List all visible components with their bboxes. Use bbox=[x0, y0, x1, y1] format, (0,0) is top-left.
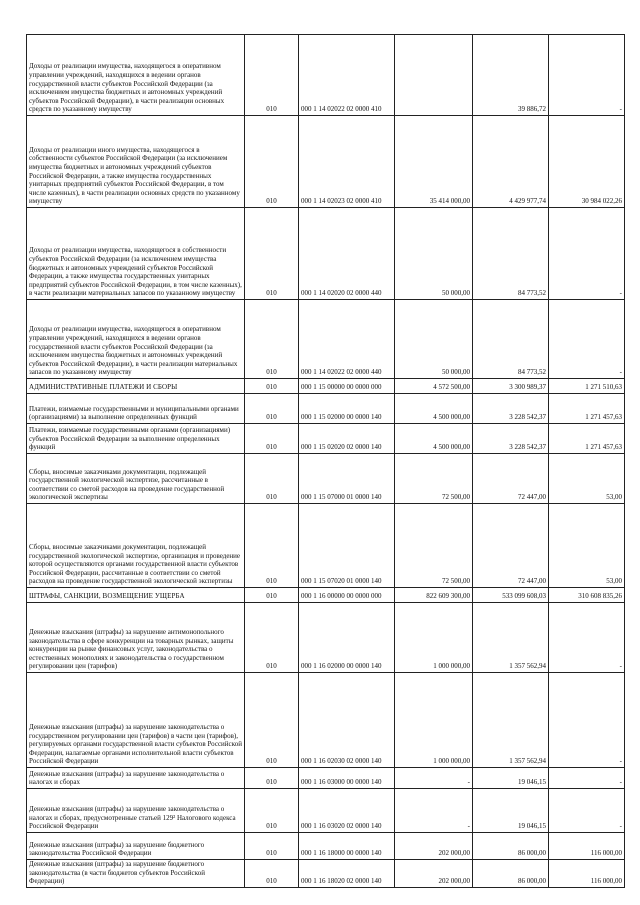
row-kbk: 000 1 14 02022 02 0000 410 bbox=[299, 35, 395, 116]
row-name: Денежные взыскания (штрафы) за нарушение бюджетного законодательства (в части бюджетов субъектов Российской Федерации) bbox=[27, 860, 245, 888]
row-name: Денежные взыскания (штрафы) за нарушение законодательства о налогах и сборах bbox=[27, 768, 245, 789]
row-approved: 72 500,00 bbox=[395, 504, 473, 588]
row-kbk: 000 1 14 02022 02 0000 440 bbox=[299, 300, 395, 379]
income-table bbox=[26, 34, 625, 888]
row-executed: 4 429 977,74 bbox=[473, 116, 549, 208]
row-unexecuted: - bbox=[549, 768, 625, 789]
row-code: 010 bbox=[245, 35, 299, 116]
row-unexecuted: - bbox=[549, 35, 625, 116]
row-name: Денежные взыскания (штрафы) за нарушение бюджетного законодательства Российской Федерации bbox=[27, 833, 245, 860]
row-kbk: 000 1 16 18020 02 0000 140 bbox=[299, 860, 395, 888]
row-kbk: 000 1 14 02023 02 0000 410 bbox=[299, 116, 395, 208]
table-row bbox=[27, 588, 625, 603]
row-code: 010 bbox=[245, 379, 299, 394]
row-name: Платежи, взимаемые государственными и муниципальными органами (организациями) за выполнение определенных функций bbox=[27, 394, 245, 424]
row-executed: 86 000,00 bbox=[473, 860, 549, 888]
row-unexecuted: 53,00 bbox=[549, 504, 625, 588]
row-code: 010 bbox=[245, 588, 299, 603]
row-unexecuted: 53,00 bbox=[549, 454, 625, 504]
row-approved: 822 609 300,00 bbox=[395, 588, 473, 603]
row-kbk: 000 1 16 02030 02 0000 140 bbox=[299, 673, 395, 768]
row-approved: 50 000,00 bbox=[395, 208, 473, 300]
table-row bbox=[27, 424, 625, 454]
row-approved: 35 414 000,00 bbox=[395, 116, 473, 208]
row-approved: - bbox=[395, 789, 473, 833]
row-approved: 4 500 000,00 bbox=[395, 394, 473, 424]
row-executed: 19 046,15 bbox=[473, 768, 549, 789]
row-code: 010 bbox=[245, 208, 299, 300]
row-name: Денежные взыскания (штрафы) за нарушение законодательства о государственном регулировании цен (тарифов) в части цен (тарифов), регулируемых органами государственной власти субъектов Российской Федерации, налагаемые органами исполнительной власти субъектов Российской Федерации bbox=[27, 673, 245, 768]
row-kbk: 000 1 16 03020 02 0000 140 bbox=[299, 789, 395, 833]
row-executed: 1 357 562,94 bbox=[473, 603, 549, 673]
row-name: ШТРАФЫ, САНКЦИИ, ВОЗМЕЩЕНИЕ УЩЕРБА bbox=[27, 588, 245, 603]
row-code: 010 bbox=[245, 860, 299, 888]
table-row bbox=[27, 379, 625, 394]
table-row bbox=[27, 768, 625, 789]
row-executed: 3 228 542,37 bbox=[473, 394, 549, 424]
row-code: 010 bbox=[245, 454, 299, 504]
row-executed: 84 773,52 bbox=[473, 208, 549, 300]
row-approved: - bbox=[395, 768, 473, 789]
table-row bbox=[27, 833, 625, 860]
row-approved: 50 000,00 bbox=[395, 300, 473, 379]
row-unexecuted: - bbox=[549, 673, 625, 768]
row-executed: 72 447,00 bbox=[473, 454, 549, 504]
row-unexecuted: 1 271 457,63 bbox=[549, 424, 625, 454]
row-name: Денежные взыскания (штрафы) за нарушение антимонопольного законодательства в сфере конкуренции на товарных рынках, защиты конкуренции на рынке финансовых услуг, законодательства о естественных монополиях и законодательства о государственном регулировании цен (тарифов) bbox=[27, 603, 245, 673]
row-code: 010 bbox=[245, 116, 299, 208]
row-unexecuted: 1 271 457,63 bbox=[549, 394, 625, 424]
row-kbk: 000 1 15 02020 02 0000 140 bbox=[299, 424, 395, 454]
row-name: Сборы, вносимые заказчиками документации, подлежащей государственной экологической экспертизе, организация и проведение которой осуществляются органами государственной власти субъектов Российской Федерации, рассчитанные в соответствии со сметой расходов на проведение государственной экологической экспертизы bbox=[27, 504, 245, 588]
row-executed: 86 000,00 bbox=[473, 833, 549, 860]
table-row bbox=[27, 504, 625, 588]
row-kbk: 000 1 16 00000 00 0000 000 bbox=[299, 588, 395, 603]
row-kbk: 000 1 15 02000 00 0000 140 bbox=[299, 394, 395, 424]
row-code: 010 bbox=[245, 768, 299, 789]
row-code: 010 bbox=[245, 300, 299, 379]
row-unexecuted: - bbox=[549, 208, 625, 300]
row-code: 010 bbox=[245, 833, 299, 860]
row-unexecuted: 310 608 835,26 bbox=[549, 588, 625, 603]
row-approved: 202 000,00 bbox=[395, 860, 473, 888]
row-kbk: 000 1 15 07020 01 0000 140 bbox=[299, 504, 395, 588]
row-executed: 19 046,15 bbox=[473, 789, 549, 833]
row-executed: 3 300 989,37 bbox=[473, 379, 549, 394]
row-kbk: 000 1 15 07000 01 0000 140 bbox=[299, 454, 395, 504]
row-kbk: 000 1 16 18000 00 0000 140 bbox=[299, 833, 395, 860]
row-code: 010 bbox=[245, 394, 299, 424]
row-code: 010 bbox=[245, 673, 299, 768]
row-approved: 1 000 000,00 bbox=[395, 603, 473, 673]
row-approved bbox=[395, 35, 473, 116]
row-approved: 72 500,00 bbox=[395, 454, 473, 504]
row-executed: 3 228 542,37 bbox=[473, 424, 549, 454]
row-name: АДМИНИСТРАТИВНЫЕ ПЛАТЕЖИ И СБОРЫ bbox=[27, 379, 245, 394]
row-code: 010 bbox=[245, 424, 299, 454]
row-name: Доходы от реализации имущества, находящегося в собственности субъектов Российской Федерации (за исключением имущества бюджетных и автономных учреждений субъектов Российской Федерации, а также имущества государственных унитарных предприятий субъектов Российской Федерации, в том числе казенных), в части реализации материальных запасов по указанному имуществу bbox=[27, 208, 245, 300]
table-row bbox=[27, 603, 625, 673]
row-name: Доходы от реализации имущества, находящегося в оперативном управлении учреждений, находящихся в ведении органов государственной власти субъектов Российской Федерации (за исключением имущества бюджетных и автономных учреждений субъектов Российской Федерации), в части реализации основных средств по указанному имуществу bbox=[27, 35, 245, 116]
row-kbk: 000 1 16 03000 00 0000 140 bbox=[299, 768, 395, 789]
row-executed: 39 886,72 bbox=[473, 35, 549, 116]
row-executed: 84 773,52 bbox=[473, 300, 549, 379]
row-kbk: 000 1 14 02020 02 0000 440 bbox=[299, 208, 395, 300]
row-approved: 1 000 000,00 bbox=[395, 673, 473, 768]
table-row bbox=[27, 789, 625, 833]
row-unexecuted: - bbox=[549, 300, 625, 379]
table-row bbox=[27, 454, 625, 504]
row-executed: 72 447,00 bbox=[473, 504, 549, 588]
row-unexecuted: 116 000,00 bbox=[549, 833, 625, 860]
row-kbk: 000 1 15 00000 00 0000 000 bbox=[299, 379, 395, 394]
row-unexecuted: 30 984 022,26 bbox=[549, 116, 625, 208]
row-unexecuted: - bbox=[549, 789, 625, 833]
row-name: Доходы от реализации иного имущества, находящегося в собственности субъектов Российской Федерации (за исключением имущества бюджетных и автономных учреждений субъектов Российской Федерации, а также имущества государственных унитарных предприятий субъектов Российской Федерации, в том числе казенных), в части реализации основных средств по указанному имуществу bbox=[27, 116, 245, 208]
table-row bbox=[27, 35, 625, 116]
row-unexecuted: - bbox=[549, 603, 625, 673]
row-name: Доходы от реализации имущества, находящегося в оперативном управлении учреждений, находящихся в ведении органов государственной власти субъектов Российской Федерации (за исключением имущества бюджетных и автономных учреждений субъектов Российской Федерации), в части реализации материальных запасов по указанному имуществу bbox=[27, 300, 245, 379]
row-code: 010 bbox=[245, 789, 299, 833]
table-row bbox=[27, 208, 625, 300]
table-row bbox=[27, 116, 625, 208]
row-kbk: 000 1 16 02000 00 0000 140 bbox=[299, 603, 395, 673]
table-row bbox=[27, 673, 625, 768]
row-name: Сборы, вносимые заказчиками документации, подлежащей государственной экологической экспертизе, рассчитанные в соответствии со сметой расходов на проведение государственной экологической экспертизы bbox=[27, 454, 245, 504]
row-executed: 1 357 562,94 bbox=[473, 673, 549, 768]
table-row bbox=[27, 860, 625, 888]
row-unexecuted: 116 000,00 bbox=[549, 860, 625, 888]
table-row bbox=[27, 394, 625, 424]
report-sheet bbox=[26, 34, 622, 888]
row-approved: 4 500 000,00 bbox=[395, 424, 473, 454]
row-unexecuted: 1 271 510,63 bbox=[549, 379, 625, 394]
row-code: 010 bbox=[245, 603, 299, 673]
row-name: Денежные взыскания (штрафы) за нарушение законодательства о налогах и сборах, предусмотренные статьей 129² Налогового кодекса Российской Федерации bbox=[27, 789, 245, 833]
row-executed: 533 099 608,03 bbox=[473, 588, 549, 603]
table-row bbox=[27, 300, 625, 379]
row-name: Платежи, взимаемые государственными органами (организациями) субъектов Российской Федерации за выполнение определенных функций bbox=[27, 424, 245, 454]
row-approved: 4 572 500,00 bbox=[395, 379, 473, 394]
row-approved: 202 000,00 bbox=[395, 833, 473, 860]
row-code: 010 bbox=[245, 504, 299, 588]
